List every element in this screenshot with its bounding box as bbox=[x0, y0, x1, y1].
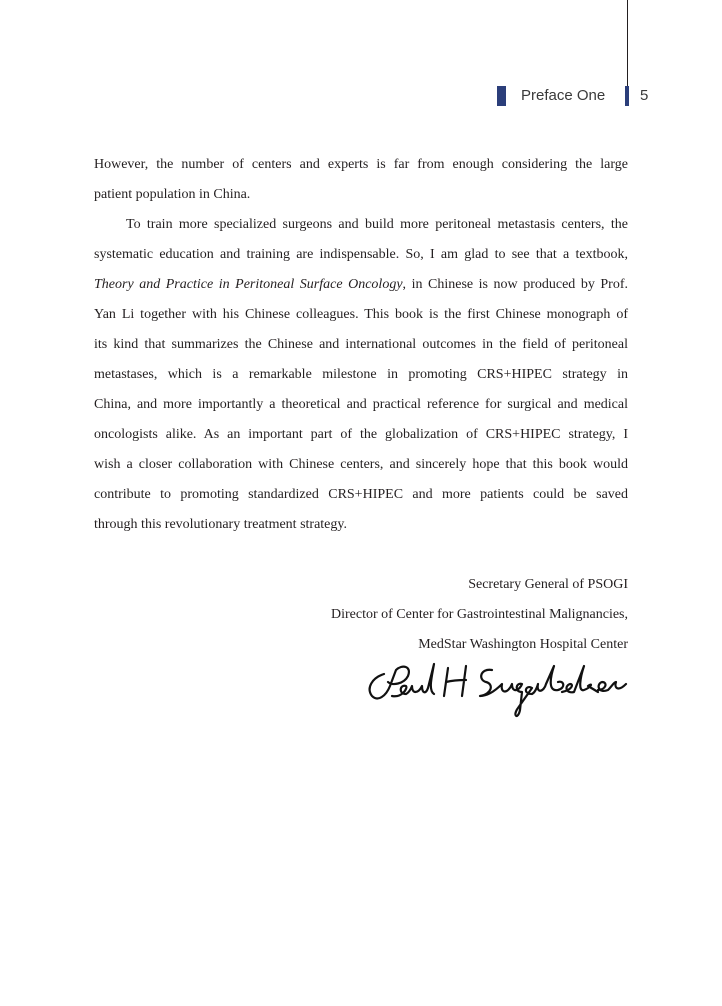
running-header-title: Preface One bbox=[521, 87, 606, 104]
text-line: metastases, which is a remarkable milestone in promoting CRS+HIPEC strategy in bbox=[94, 367, 628, 382]
signoff-position: Director of Center for Gastrointestinal Malignancies, bbox=[330, 607, 628, 622]
text-line: systematic education and training are indispensable. So, I am glad to see that a textbook, bbox=[94, 247, 628, 262]
page-number-marker bbox=[625, 86, 629, 106]
text-line: To train more specialized surgeons and build more peritoneal metastasis centers, the bbox=[126, 217, 628, 232]
signoff-block bbox=[331, 570, 628, 660]
text-line: contribute to promoting standardized CRS+HIPEC and more patients could be saved bbox=[94, 487, 628, 502]
page-number: 5 bbox=[640, 87, 649, 104]
text-line: However, the number of centers and experts is far from enough considering the large bbox=[94, 157, 628, 172]
signoff-institution: MedStar Washington Hospital Center bbox=[418, 637, 628, 652]
handwritten-signature bbox=[362, 660, 634, 730]
book-title-suffix: , in Chinese is now produced by Prof. bbox=[402, 277, 628, 292]
text-line: wish a closer collaboration with Chinese centers, and sincerely hope that this book would bbox=[94, 457, 628, 472]
text-line: Yan Li together with his Chinese colleagues. This book is the first Chinese monograph of bbox=[94, 307, 628, 322]
text-line: through this revolutionary treatment strategy. bbox=[94, 517, 347, 532]
signoff-role: Secretary General of PSOGI bbox=[468, 577, 628, 592]
text-line: China, and more importantly a theoretical and practical reference for surgical and medical bbox=[94, 397, 628, 412]
text-line: oncologists alike. As an important part of the globalization of CRS+HIPEC strategy, I bbox=[94, 427, 628, 442]
book-title: Theory and Practice in Peritoneal Surface Oncology bbox=[94, 277, 403, 292]
text-line: patient population in China. bbox=[94, 187, 251, 202]
text-line: its kind that summarizes the Chinese and international outcomes in the field of peritoneal bbox=[94, 337, 628, 352]
text-line bbox=[94, 270, 628, 300]
body-text bbox=[94, 150, 628, 540]
section-marker bbox=[497, 86, 506, 106]
